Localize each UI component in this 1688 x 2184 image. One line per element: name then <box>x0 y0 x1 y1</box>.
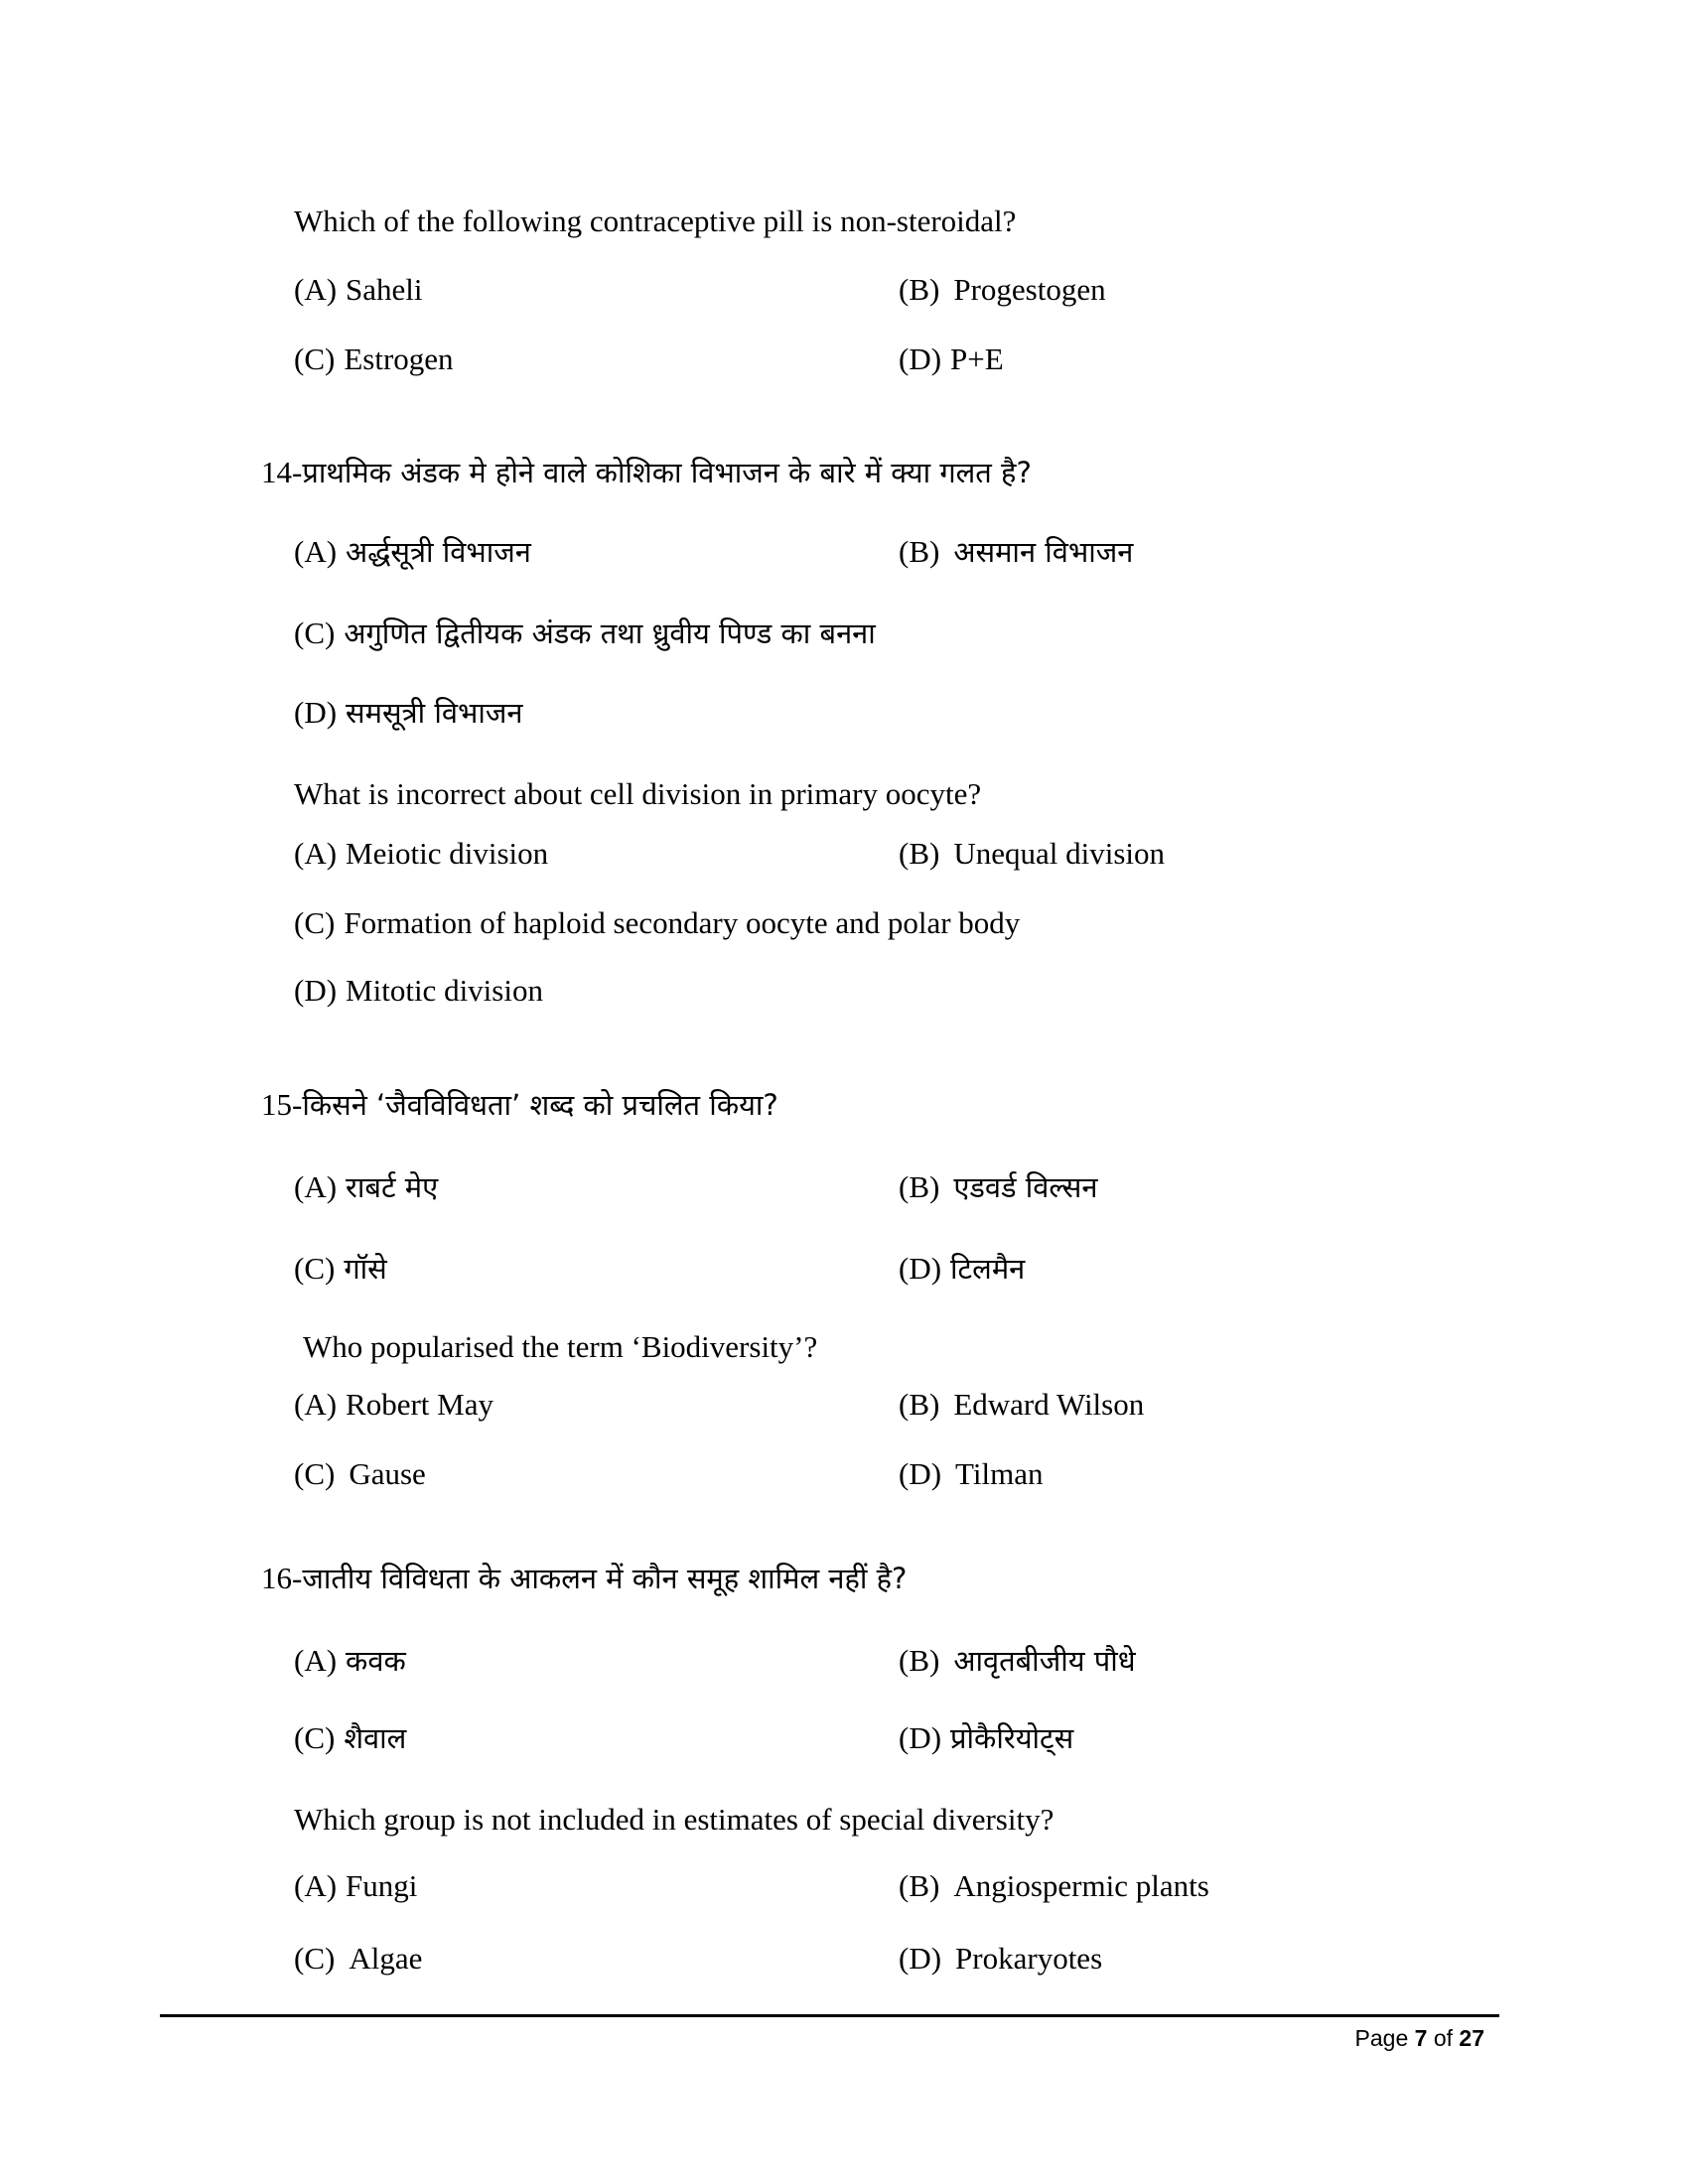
q15-hi-option-a <box>294 1167 438 1207</box>
option-text: Saheli <box>346 272 423 307</box>
question-text: प्राथमिक अंडक मे होने वाले कोशिका विभाजन के बारे में क्या गलत है? <box>302 456 1032 489</box>
q16-en-option-c <box>294 1941 422 1977</box>
option-text: Progestogen <box>953 272 1106 307</box>
q14-en-option-c <box>294 905 1020 941</box>
q14-english-text <box>294 776 981 812</box>
option-text: समसूत्री विभाजन <box>346 696 523 730</box>
option-label: (D) <box>899 341 942 376</box>
option-label: (A) <box>294 1169 338 1204</box>
option-label: (C) <box>294 1720 336 1755</box>
q14-hi-option-a <box>294 532 531 572</box>
q16-en-option-d <box>899 1941 1102 1977</box>
option-text: Angiospermic plants <box>953 1868 1209 1903</box>
question-text: जातीय विविधता के आकलन में कौन समूह शामिल नहीं है? <box>302 1562 908 1595</box>
option-text: राबर्ट मेए <box>346 1170 439 1204</box>
page-of-label: of <box>1433 2025 1454 2051</box>
question-text: किसने ‘जैवविविधता’ शब्द को प्रचलित किया? <box>302 1088 778 1122</box>
footer-divider <box>160 2014 1499 2017</box>
q14-hi-option-d <box>294 693 522 733</box>
option-text: Unequal division <box>953 836 1165 871</box>
page-number <box>1355 2023 1484 2053</box>
q14-hindi-text <box>261 453 1032 492</box>
option-label: (A) <box>294 1643 338 1678</box>
q16-en-option-b <box>899 1868 1209 1904</box>
q14-hi-option-c <box>294 614 876 653</box>
option-label: (C) <box>294 1251 336 1286</box>
option-label: (B) <box>899 534 940 569</box>
q13-en-option-c <box>294 341 454 377</box>
question-number: 16- <box>261 1561 303 1595</box>
q16-english-text <box>294 1802 1054 1838</box>
option-label: (D) <box>294 695 338 730</box>
option-text: Edward Wilson <box>953 1387 1145 1422</box>
page-current: 7 <box>1414 2025 1428 2051</box>
option-text: Meiotic division <box>346 836 549 871</box>
option-text: Estrogen <box>344 341 454 376</box>
question-number: 14- <box>261 455 303 489</box>
option-label: (D) <box>899 1941 942 1976</box>
option-label: (C) <box>294 1456 336 1491</box>
q15-hi-option-b <box>899 1167 1098 1207</box>
option-label: (A) <box>294 534 338 569</box>
option-text: एडवर्ड विल्सन <box>953 1170 1098 1204</box>
question-text: Which group is not included in estimates of special diversity? <box>294 1802 1055 1837</box>
q14-en-option-b <box>899 836 1165 872</box>
option-label: (D) <box>899 1251 942 1286</box>
option-label: (D) <box>294 973 338 1008</box>
q15-en-option-b <box>899 1387 1144 1423</box>
question-text: Which of the following contraceptive pill is non-steroidal? <box>294 204 1017 238</box>
q13-en-option-b <box>899 272 1106 308</box>
q16-hi-option-b <box>899 1641 1136 1681</box>
option-label: (C) <box>294 615 336 650</box>
option-label: (B) <box>899 1387 940 1422</box>
option-label: (C) <box>294 905 336 940</box>
q16-hi-option-a <box>294 1641 406 1681</box>
q16-en-option-a <box>294 1868 417 1904</box>
q13-english-text <box>294 204 1016 239</box>
q16-hindi-text <box>261 1559 907 1598</box>
q14-hi-option-b <box>899 532 1133 572</box>
q14-en-option-d <box>294 973 543 1009</box>
option-label: (B) <box>899 1643 940 1678</box>
question-text: What is incorrect about cell division in primary oocyte? <box>294 776 982 811</box>
option-text: Robert May <box>346 1387 493 1422</box>
page-label: Page <box>1354 2025 1409 2051</box>
option-label: (A) <box>294 272 338 307</box>
option-label: (A) <box>294 836 338 871</box>
option-text: अगुणित द्वितीयक अंडक तथा ध्रुवीय पिण्ड का बनना <box>344 616 876 650</box>
q15-en-option-a <box>294 1387 493 1423</box>
option-text: P+E <box>950 341 1004 376</box>
option-text: Tilman <box>955 1456 1044 1491</box>
option-label: (D) <box>899 1720 942 1755</box>
option-text: प्रोकैरियोट्स <box>950 1721 1074 1755</box>
option-label: (B) <box>899 1169 940 1204</box>
option-text: शैवाल <box>344 1721 407 1755</box>
option-label: (A) <box>294 1868 338 1903</box>
option-text: Algae <box>349 1941 423 1976</box>
q14-en-option-a <box>294 836 548 872</box>
q15-english-text <box>303 1329 817 1365</box>
question-number: 15- <box>261 1087 303 1122</box>
option-text: गॉसे <box>344 1252 387 1286</box>
option-label: (D) <box>899 1456 942 1491</box>
q15-hi-option-c <box>294 1249 387 1289</box>
q13-en-option-d <box>899 341 1004 377</box>
option-text: Gause <box>349 1456 426 1491</box>
q15-en-option-c <box>294 1456 426 1492</box>
option-text: Fungi <box>346 1868 418 1903</box>
option-text: अर्द्धसूत्री विभाजन <box>346 535 531 569</box>
q15-hi-option-d <box>899 1249 1025 1289</box>
option-text: कवक <box>346 1644 406 1678</box>
option-label: (B) <box>899 836 940 871</box>
option-text: आवृतबीजीय पौधे <box>953 1644 1136 1678</box>
option-label: (B) <box>899 272 940 307</box>
option-label: (A) <box>294 1387 338 1422</box>
q16-hi-option-d <box>899 1718 1073 1758</box>
option-label: (B) <box>899 1868 940 1903</box>
option-label: (C) <box>294 1941 336 1976</box>
q15-en-option-d <box>899 1456 1044 1492</box>
option-text: Formation of haploid secondary oocyte and polar body <box>344 905 1021 940</box>
q15-hindi-text <box>261 1085 778 1125</box>
q13-en-option-a <box>294 272 423 308</box>
page-total: 27 <box>1459 2025 1484 2051</box>
option-text: Mitotic division <box>346 973 543 1008</box>
option-label: (C) <box>294 341 336 376</box>
option-text: असमान विभाजन <box>953 535 1134 569</box>
option-text: टिलमैन <box>950 1252 1026 1286</box>
q16-hi-option-c <box>294 1718 406 1758</box>
question-text: Who popularised the term ‘Biodiversity’? <box>303 1329 818 1364</box>
option-text: Prokaryotes <box>955 1941 1103 1976</box>
